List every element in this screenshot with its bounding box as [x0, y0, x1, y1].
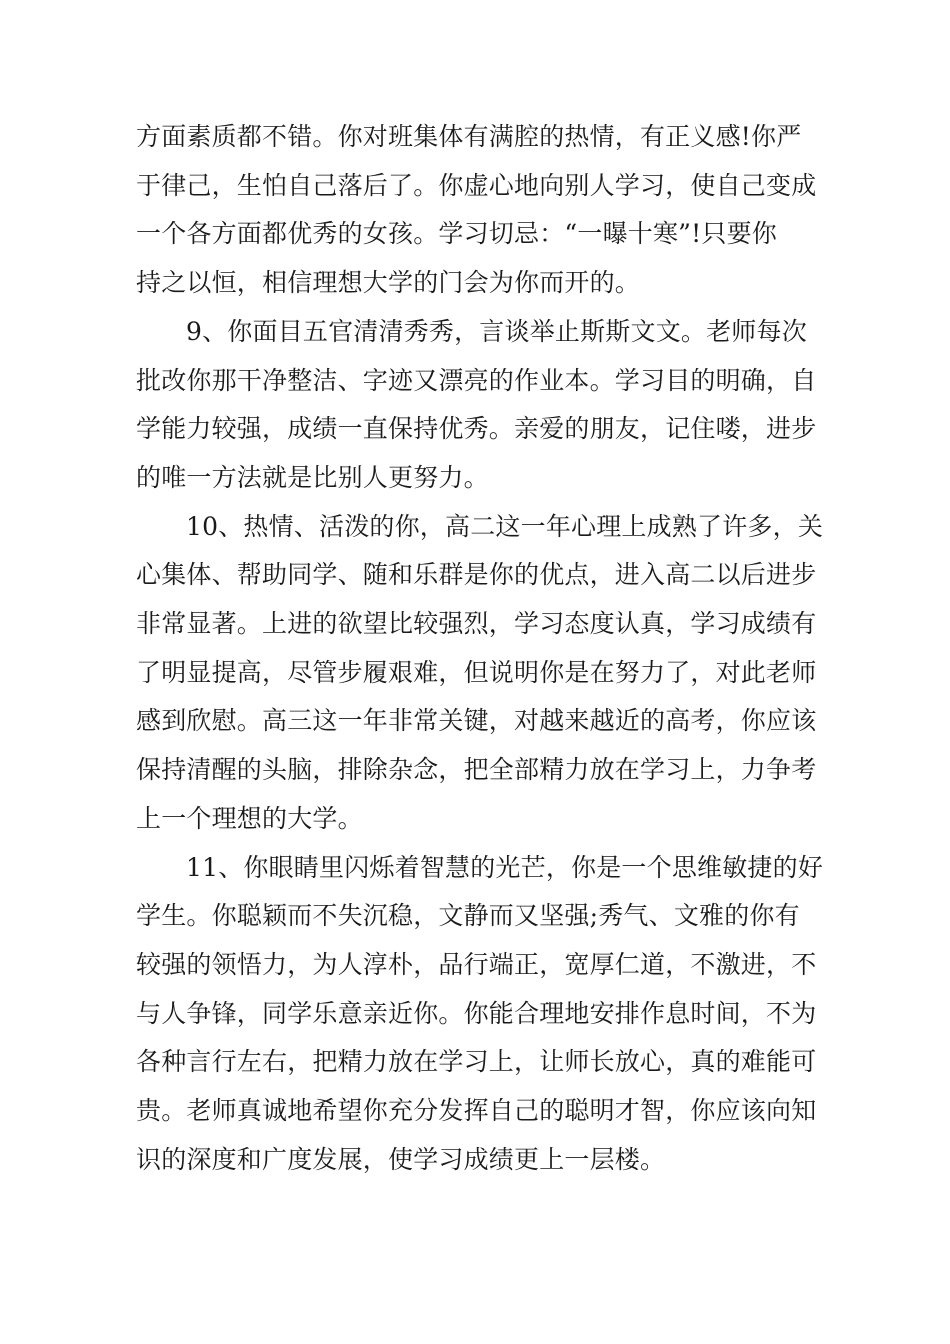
text-line: 方面素质都不错。你对班集体有满腔的热情，有正义感!你严 [136, 122, 802, 151]
text-line: 非常显著。上进的欲望比较强烈，学习态度认真，学习成绩有 [136, 609, 817, 639]
text-line: 10、热情、活泼的你，高二这一年心理上成熟了许多，关 [186, 511, 824, 541]
text-line: 了明显提高，尽管步履艰难，但说明你是在努力了，对此老师 [136, 657, 817, 687]
text-line: 识的深度和广度发展，使学习成绩更上一层楼。 [136, 1144, 666, 1174]
text-line: 与人争锋，同学乐意亲近你。你能合理地安排作息时间，不为 [136, 998, 817, 1028]
text-line: 9、你面目五官清清秀秀，言谈举止斯斯文文。老师每次 [186, 316, 807, 346]
paragraph-11 [136, 844, 826, 1185]
text-line: 心集体、帮助同学、随和乐群是你的优点，进入高二以后进步 [136, 560, 817, 590]
text-line: 的唯一方法就是比别人更努力。 [136, 462, 489, 492]
text-line: 持之以恒，相信理想大学的门会为你而开的。 [136, 268, 641, 298]
text-line: 贵。老师真诚地希望你充分发挥自己的聪明才智，你应该向知 [136, 1096, 817, 1126]
text-line: 批改你那干净整洁、字迹又漂亮的作业本。学习目的明确，自 [136, 365, 817, 395]
text-line: 于律己，生怕自己落后了。你虚心地向别人学习，使自己变成 [136, 170, 817, 200]
paragraph-continued [136, 113, 826, 308]
text-line: 各种言行左右，把精力放在学习上，让师长放心，真的难能可 [136, 1047, 817, 1077]
text-line: 上一个理想的大学。 [136, 803, 363, 833]
text-line: 学生。你聪颖而不失沉稳，文静而又坚强;秀气、文雅的你有 [136, 901, 800, 931]
text-line: 感到欣慰。高三这一年非常关键，对越来越近的高考，你应该 [136, 706, 817, 736]
text-line: 一个各方面都优秀的女孩。学习切忌：“一曝十寒”!只要你 [136, 219, 778, 249]
paragraph-10 [136, 503, 826, 844]
text-line: 保持清醒的头脑，排除杂念，把全部精力放在学习上，力争考 [136, 755, 817, 785]
text-line: 较强的领悟力，为人淳朴，品行端正，宽厚仁道，不激进，不 [136, 949, 817, 979]
text-line: 11、你眼睛里闪烁着智慧的光芒，你是一个思维敏捷的好 [186, 852, 824, 882]
paragraph-9 [136, 308, 826, 503]
document-body [136, 113, 826, 1184]
text-line: 学能力较强，成绩一直保持优秀。亲爱的朋友，记住喽，进步 [136, 414, 817, 444]
